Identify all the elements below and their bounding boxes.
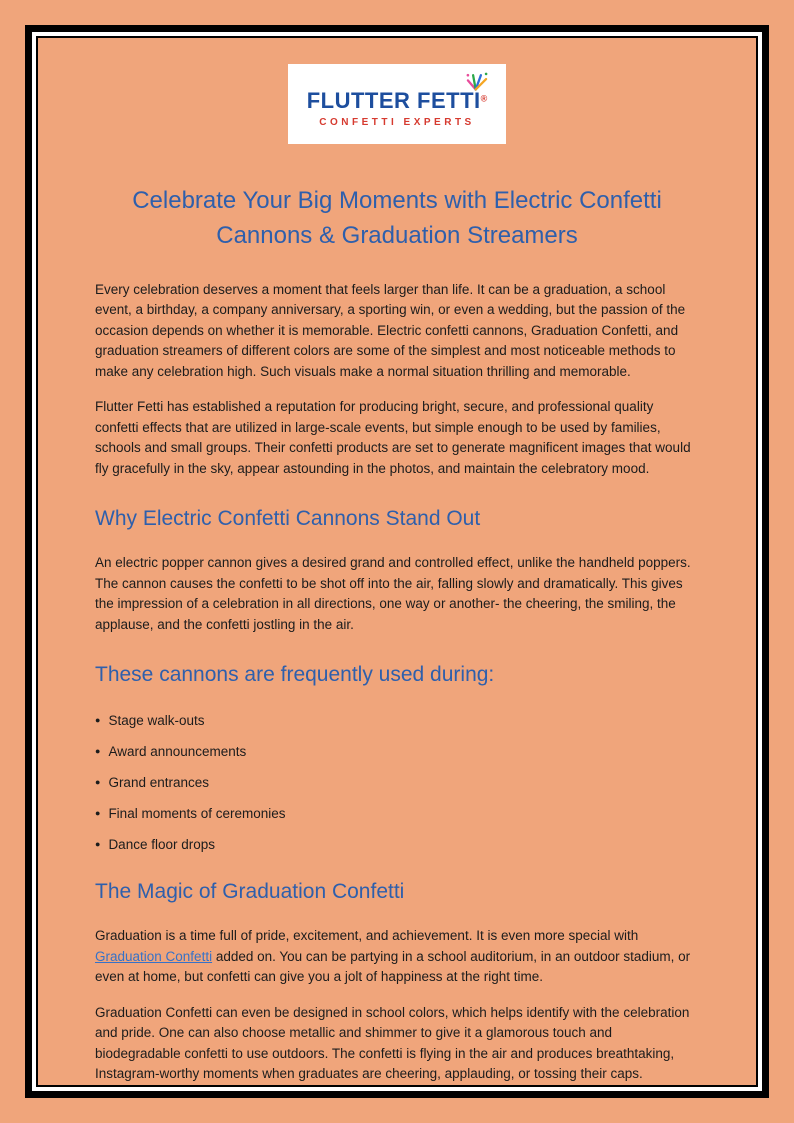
intro-paragraph-1: Every celebration deserves a moment that feels larger than life. It can be a graduation, a school event, a birthday, a company anniversary, a sporting win, or even a wedding, but the passion of the occasion depends on whether it is memorable. Electric confetti cannons, Graduation Confetti, and graduation streamers of different colors are some of the simplest and most noticeable methods to make any celebration high. Such visuals make a normal situation thrilling and memorable. <box>95 281 686 379</box>
bullet-icon: ● <box>95 808 101 819</box>
magic-paragraph-2: Graduation Confetti can even be designed in school colors, which helps identify with the celebration and pride. One can also choose metallic and shimmer to give it a glamorous touch and biodegradable confetti to use outdoors. The confetti is flying in the air and produces breathtaking, Instagram-worthy moments when graduates are cheering, applauding, or tossing their caps. <box>95 1004 690 1082</box>
page-content <box>38 64 756 1085</box>
logo <box>288 64 506 144</box>
list-item-label: Award announcements <box>108 744 247 760</box>
intro-paragraph-2: Flutter Fetti has established a reputation for producing bright, secure, and professional quality confetti effects that are utilized in large-scale events, but simple enough to be used by families, schools and small groups. Their confetti products are set to generate magnificent images that would fly gracefully in the sky, appear astounding in the photos, and maintain the celebratory mood. <box>95 399 691 476</box>
bullet-icon: ● <box>95 839 101 850</box>
list-item-label: Dance floor drops <box>108 837 215 853</box>
page-border-outer <box>25 25 769 1098</box>
section-heading-magic: The Magic of Graduation Confetti <box>95 880 405 904</box>
uses-list <box>95 713 699 852</box>
page-border-inner <box>36 36 758 1087</box>
list-item <box>95 744 699 759</box>
section-heading-uses: These cannons are frequently used during: <box>95 663 495 687</box>
section-heading-standout: Why Electric Confetti Cannons Stand Out <box>95 507 481 531</box>
list-item <box>95 713 699 728</box>
logo-brand-text: FLUTTER FETTI <box>306 88 481 113</box>
registered-mark: ® <box>480 93 488 104</box>
standout-paragraph: An electric popper cannon gives a desired grand and controlled effect, unlike the handheld poppers. The cannon causes the confetti to be shot off into the air, falling slowly and dramatically. This gives the impression of a celebration in all directions, one way or another- the cheering, the smiling, the applause, and the confetti jostling in the air. <box>95 555 691 632</box>
magic-p1-text-after: added on. You can be partying in a school auditorium, in an outdoor stadium, or even at home, but confetti can give you a jolt of happiness at the right time. <box>95 948 691 985</box>
logo-tagline: CONFETTI EXPERTS <box>319 117 475 128</box>
bullet-icon: ● <box>95 715 101 726</box>
magic-paragraph-1 <box>95 926 699 988</box>
magic-p1-text-before: Graduation is a time full of pride, excitement, and achievement. It is even more special with <box>95 928 639 944</box>
list-item <box>95 775 699 790</box>
bullet-icon: ● <box>95 777 101 788</box>
list-item <box>95 806 699 821</box>
graduation-confetti-link[interactable]: Graduation Confetti <box>95 948 213 964</box>
logo-brand-line <box>307 88 488 114</box>
bullet-icon: ● <box>95 746 101 757</box>
list-item-label: Stage walk-outs <box>108 713 205 729</box>
list-item-label: Grand entrances <box>108 775 209 791</box>
list-item-label: Final moments of ceremonies <box>108 806 286 822</box>
page-title: Celebrate Your Big Moments with Electric Confetti Cannons & Graduation Streamers <box>132 187 662 249</box>
list-item <box>95 837 699 852</box>
